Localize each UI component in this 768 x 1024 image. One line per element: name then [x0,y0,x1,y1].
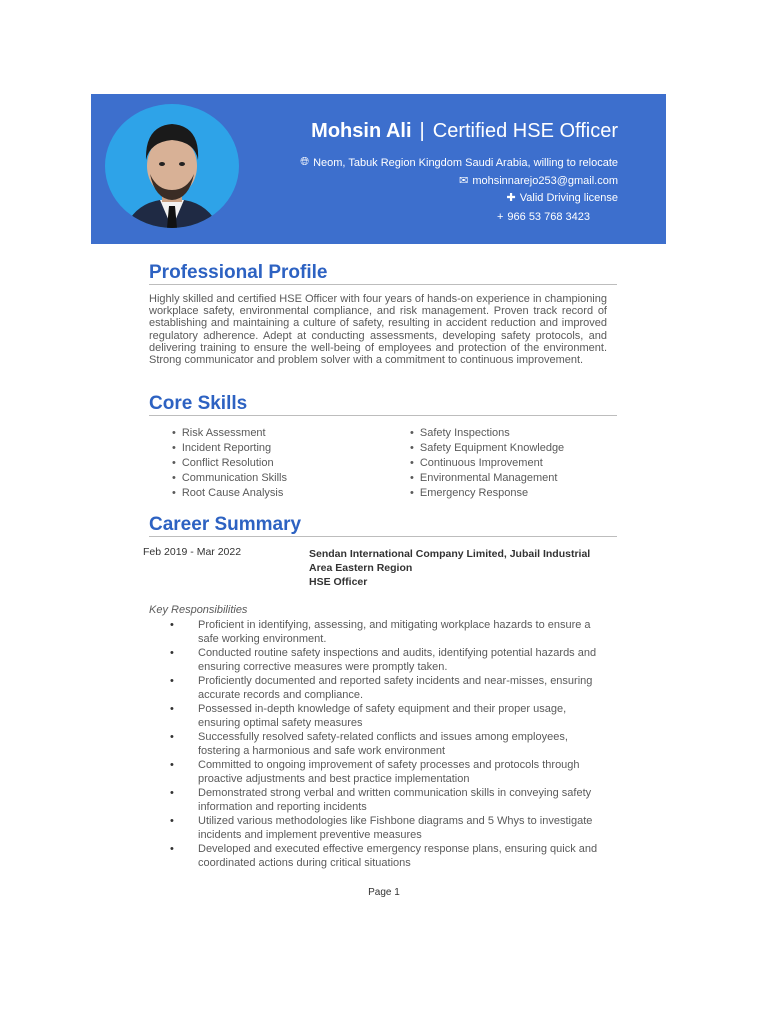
section-heading-skills: Core Skills [149,393,617,416]
envelope-icon: ✉ [459,175,469,187]
skill-item: • Incident Reporting [172,441,287,456]
job-dates: Feb 2019 - Mar 2022 [143,546,242,558]
skill-item: • Conflict Resolution [172,456,287,471]
key-responsibilities-label: Key Responsibilities [149,604,248,616]
responsibility-item: • Developed and executed effective emergency response plans, ensuring quick and coordinated actions during critical situations [170,842,610,870]
skill-item: • Emergency Response [410,486,564,501]
skill-item: • Safety Equipment Knowledge [410,441,564,456]
company-line-1: Sendan International Company Limited, Jubail Industrial [309,548,591,560]
globe-icon: 🌐︎ [300,156,310,168]
plus-icon: ✚ [506,192,516,204]
section-heading-profile: Professional Profile [149,262,617,285]
responsibility-item: • Committed to ongoing improvement of safety processes and protocols through proactive adjustments and best practice implementation [170,758,610,786]
phone-text[interactable]: 966 53 768 3423 [507,211,590,223]
skill-item: • Environmental Management [410,471,564,486]
skills-list-right [410,426,564,501]
responsibility-item: • Demonstrated strong verbal and written communication skills in conveying safety information and reporting incidents [170,786,610,814]
profile-photo [105,104,239,228]
skill-item: • Risk Assessment [172,426,287,441]
responsibility-item: • Successfully resolved safety-related conflicts and issues among employees, fostering a harmonious and safe work environment [170,730,610,758]
contact-location [300,156,618,169]
responsibility-item: • Possessed in-depth knowledge of safety equipment and their proper usage, ensuring optimal safety measures [170,702,610,730]
header-banner [91,94,666,244]
section-heading-career: Career Summary [149,514,617,537]
email-text[interactable]: mohsinnarejo253@gmail.com [472,174,618,187]
responsibility-item: • Utilized various methodologies like Fishbone diagrams and 5 Whys to investigate incidents and implement preventive measures [170,814,610,842]
job-role: HSE Officer [309,576,368,588]
title-separator: | [419,120,425,142]
contact-license [507,191,618,204]
contact-email[interactable] [459,174,618,187]
responsibilities-list [170,618,610,870]
license-text: Valid Driving license [519,191,618,204]
job-company [309,547,609,589]
contact-phone[interactable] [497,211,590,223]
skill-item: • Safety Inspections [410,426,564,441]
candidate-name: Mohsin Ali [311,120,412,142]
skill-item: • Root Cause Analysis [172,486,287,501]
responsibility-item: • Proficiently documented and reported safety incidents and near-misses, ensuring accurate records and compliance. [170,674,610,702]
plus-icon: + [496,211,504,223]
skills-list-left [172,426,287,501]
skill-item: • Communication Skills [172,471,287,486]
responsibility-item: • Proficient in identifying, assessing, and mitigating workplace hazards to ensure a safe working environment. [170,618,610,646]
skill-item: • Continuous Improvement [410,456,564,471]
candidate-title: Certified HSE Officer [432,120,618,142]
profile-text: Highly skilled and certified HSE Officer with four years of hands-on experience in championing workplace safety, environmental compliance, and risk management. Proven track record of establishing and maintaining a culture of safety, resulting in accident reduction and improved regulatory adherence. Adept at conducting assessments, developing safety protocols, and delivering training to ensure the well-being of employees and protection of the environment. Strong communicator and problem solver with a commitment to continuous improvement. [149,293,607,367]
responsibility-item: • Conducted routine safety inspections and audits, identifying potential hazards and ensuring corrective measures were promptly taken. [170,646,610,674]
location-text: Neom, Tabuk Region Kingdom Saudi Arabia, willing to relocate [313,156,618,169]
name-title-line [311,120,618,143]
page-number: Page 1 [368,887,400,898]
company-line-2: Area Eastern Region [309,562,413,574]
